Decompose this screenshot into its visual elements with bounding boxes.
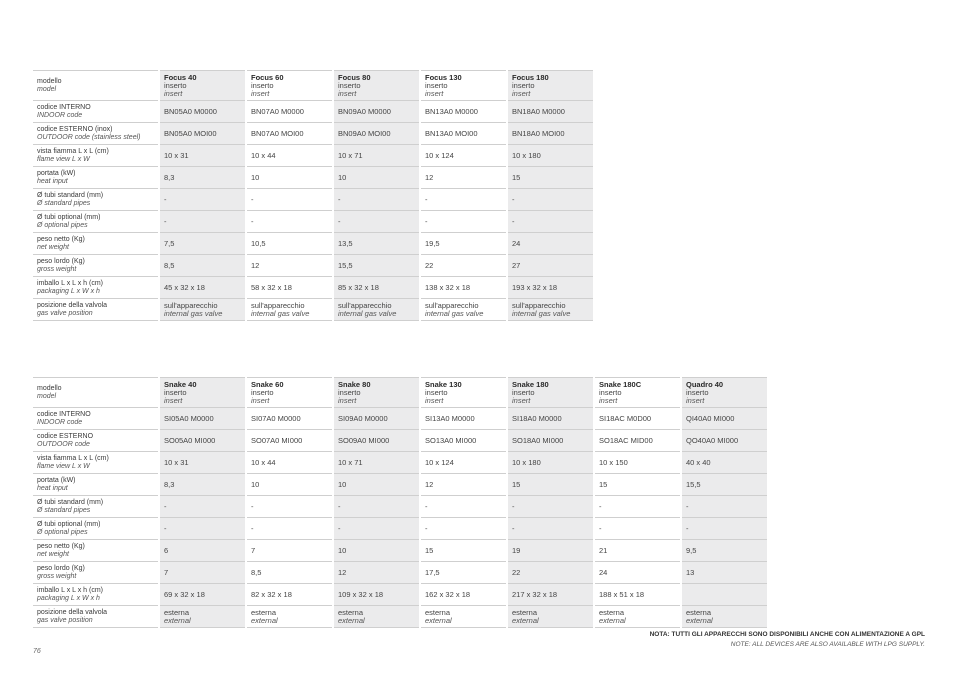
table-cell: 15,5 xyxy=(681,474,767,496)
table-row xyxy=(33,430,767,452)
table-row xyxy=(33,562,767,584)
table-cell: - xyxy=(420,496,507,518)
row-label xyxy=(33,408,159,430)
row-label-italian: portata (kW) xyxy=(37,476,76,484)
table-cell: - xyxy=(594,518,681,540)
table-cell: - xyxy=(333,518,420,540)
table-cell: - xyxy=(420,211,507,233)
valve-position-italian: sull'apparecchio xyxy=(338,300,392,310)
table-row xyxy=(33,189,593,211)
row-label-english: INDOOR code xyxy=(37,111,83,119)
table-cell: 10 x 124 xyxy=(420,452,507,474)
table-cell: - xyxy=(420,518,507,540)
model-type-italian: inserto xyxy=(164,80,187,90)
table-cell: 188 x 51 x 18 xyxy=(594,584,681,606)
table-cell: - xyxy=(333,189,420,211)
row-label-english: net weight xyxy=(37,243,69,251)
table-cell: BN13A0 MOI00 xyxy=(420,123,507,145)
table-cell: 9,5 xyxy=(681,540,767,562)
table-cell: - xyxy=(333,496,420,518)
model-header-cell xyxy=(159,378,246,408)
table-row xyxy=(33,145,593,167)
model-header-cell xyxy=(681,378,767,408)
row-label xyxy=(33,255,159,277)
table-cell: 12 xyxy=(420,167,507,189)
row-label-italian: imballo L x L x h (cm) xyxy=(37,279,103,287)
valve-position-italian: esterna xyxy=(251,607,277,617)
model-type-english: insert xyxy=(338,88,357,98)
table-cell: - xyxy=(159,211,246,233)
row-label-english: Ø standard pipes xyxy=(37,199,91,207)
model-name: Quadro 40 xyxy=(686,379,724,389)
row-label-italian: peso lordo (Kg) xyxy=(37,564,85,572)
table-cell: 69 x 32 x 18 xyxy=(159,584,246,606)
table-header-row xyxy=(33,378,767,408)
page-number: 76 xyxy=(33,648,41,655)
row-label-italian: Ø tubi optional (mm) xyxy=(37,213,101,221)
table-cell: 19 xyxy=(507,540,594,562)
table-cell: 7 xyxy=(246,540,333,562)
row-label xyxy=(33,452,159,474)
table-row xyxy=(33,540,767,562)
table-cell: 10,5 xyxy=(246,233,333,255)
row-label-english: gross weight xyxy=(37,572,77,580)
table-row xyxy=(33,101,593,123)
row-label-english: flame view L x W xyxy=(37,155,90,163)
table-cell: SO09A0 MI000 xyxy=(333,430,420,452)
valve-position-english: internal gas valve xyxy=(425,308,484,318)
table-cell: 15 xyxy=(594,474,681,496)
table-cell: - xyxy=(594,496,681,518)
model-header-cell xyxy=(246,378,333,408)
table-cell: 8,3 xyxy=(159,167,246,189)
table-cell xyxy=(333,606,420,628)
table-cell: SO18A0 MI000 xyxy=(507,430,594,452)
table-cell: - xyxy=(159,518,246,540)
table-cell: 10 x 124 xyxy=(420,145,507,167)
table-cell: SO18AC MID00 xyxy=(594,430,681,452)
table-cell: 8,3 xyxy=(159,474,246,496)
table-cell: BN09A0 MOI00 xyxy=(333,123,420,145)
model-type-italian: inserto xyxy=(338,80,361,90)
row-label-italian: Ø tubi standard (mm) xyxy=(37,191,104,199)
table-cell: SI18A0 M0000 xyxy=(507,408,594,430)
row-label-italian: codice INTERNO xyxy=(37,103,91,111)
model-header-cell xyxy=(246,71,333,101)
table-cell: 15 xyxy=(420,540,507,562)
table-cell xyxy=(246,606,333,628)
table-cell: 10 xyxy=(246,474,333,496)
table-cell: 85 x 32 x 18 xyxy=(333,277,420,299)
table-cell: 10 xyxy=(333,167,420,189)
model-header-cell xyxy=(507,71,593,101)
valve-position-english: external xyxy=(512,615,539,625)
model-type-english: insert xyxy=(164,88,183,98)
valve-position-english: external xyxy=(164,615,191,625)
row-label-italian: Ø tubi standard (mm) xyxy=(37,498,104,506)
row-label-english: net weight xyxy=(37,550,69,558)
lpg-note-italian: NOTA: TUTTI GLI APPARECCHI SONO DISPONIBILI ANCHE CON ALIMENTAZIONE A GPL xyxy=(649,631,925,638)
row-label xyxy=(33,233,159,255)
table-cell: SO07A0 MI000 xyxy=(246,430,333,452)
model-header-cell xyxy=(507,378,594,408)
table-cell: 138 x 32 x 18 xyxy=(420,277,507,299)
table-cell: 12 xyxy=(333,562,420,584)
table-cell: 7,5 xyxy=(159,233,246,255)
row-label-italian: codice ESTERNO (inox) xyxy=(37,125,113,133)
table-cell xyxy=(681,606,767,628)
table-cell: 10 x 71 xyxy=(333,145,420,167)
table-cell: 21 xyxy=(594,540,681,562)
valve-position-english: external xyxy=(686,615,713,625)
model-type-italian: inserto xyxy=(251,387,274,397)
table-cell: - xyxy=(681,518,767,540)
model-header-cell xyxy=(333,71,420,101)
row-label-italian: vista fiamma L x L (cm) xyxy=(37,454,109,462)
row-label-english: INDOOR code xyxy=(37,418,83,426)
table-row xyxy=(33,255,593,277)
table-cell: 162 x 32 x 18 xyxy=(420,584,507,606)
valve-position-english: internal gas valve xyxy=(164,308,223,318)
table-cell: SO13A0 MI000 xyxy=(420,430,507,452)
table-cell xyxy=(594,606,681,628)
table-cell: BN07A0 M0000 xyxy=(246,101,333,123)
model-type-english: insert xyxy=(251,395,270,405)
row-label-english: OUTDOOR code xyxy=(37,440,90,448)
table-cell: 8,5 xyxy=(159,255,246,277)
model-type-italian: inserto xyxy=(251,80,274,90)
table-cell: QI40A0 MI000 xyxy=(681,408,767,430)
model-name: Snake 180 xyxy=(512,379,549,389)
row-label xyxy=(33,145,159,167)
row-label xyxy=(33,496,159,518)
row-label-english: gas valve position xyxy=(37,309,93,317)
valve-position-english: external xyxy=(599,615,626,625)
row-label-english: packaging L x W x h xyxy=(37,594,100,602)
model-type-italian: inserto xyxy=(512,80,535,90)
model-name: Focus 60 xyxy=(251,72,284,82)
model-header-cell xyxy=(159,71,246,101)
table-cell: 10 x 150 xyxy=(594,452,681,474)
row-label-italian: peso lordo (Kg) xyxy=(37,257,85,265)
row-label-italian: imballo L x L x h (cm) xyxy=(37,586,103,594)
table-row xyxy=(33,496,767,518)
table-cell: 45 x 32 x 18 xyxy=(159,277,246,299)
model-header-cell xyxy=(420,71,507,101)
model-type-english: insert xyxy=(338,395,357,405)
row-label-english: model xyxy=(37,85,57,93)
table-cell: 10 x 180 xyxy=(507,452,594,474)
table-cell: 27 xyxy=(507,255,593,277)
table-cell: - xyxy=(333,211,420,233)
row-label xyxy=(33,606,159,628)
table-cell: - xyxy=(246,518,333,540)
row-label xyxy=(33,71,159,101)
row-label-english: heat input xyxy=(37,177,68,185)
table-cell: 217 x 32 x 18 xyxy=(507,584,594,606)
row-label-english: heat input xyxy=(37,484,68,492)
table-cell xyxy=(507,606,594,628)
table-cell xyxy=(159,299,246,321)
table-cell: - xyxy=(159,189,246,211)
row-label-english: Ø standard pipes xyxy=(37,506,91,514)
model-name: Focus 40 xyxy=(164,72,197,82)
row-label-italian: peso netto (Kg) xyxy=(37,542,85,550)
row-label xyxy=(33,562,159,584)
row-label-italian: posizione della valvola xyxy=(37,608,108,616)
table-cell: QO40A0 MI000 xyxy=(681,430,767,452)
table-cell: 7 xyxy=(159,562,246,584)
table-cell: 58 x 32 x 18 xyxy=(246,277,333,299)
table-cell: SI18AC M0D00 xyxy=(594,408,681,430)
row-label xyxy=(33,101,159,123)
row-label xyxy=(33,378,159,408)
row-label-italian: portata (kW) xyxy=(37,169,76,177)
valve-position-english: internal gas valve xyxy=(338,308,397,318)
row-label-italian: codice INTERNO xyxy=(37,410,91,418)
model-type-italian: inserto xyxy=(425,387,448,397)
table-cell: - xyxy=(420,189,507,211)
model-type-italian: inserto xyxy=(338,387,361,397)
table-row xyxy=(33,277,593,299)
table-cell: 12 xyxy=(420,474,507,496)
row-label-italian: peso netto (Kg) xyxy=(37,235,85,243)
valve-position-english: external xyxy=(425,615,452,625)
model-type-english: insert xyxy=(251,88,270,98)
table-row xyxy=(33,211,593,233)
row-label-english: gross weight xyxy=(37,265,77,273)
row-label xyxy=(33,211,159,233)
row-label-english: Ø optional pipes xyxy=(37,528,88,536)
table-cell: 15 xyxy=(507,474,594,496)
model-type-italian: inserto xyxy=(512,387,535,397)
table-cell xyxy=(159,606,246,628)
valve-position-italian: sull'apparecchio xyxy=(164,300,218,310)
model-header-cell xyxy=(333,378,420,408)
table-cell: 13,5 xyxy=(333,233,420,255)
table-cell: 6 xyxy=(159,540,246,562)
valve-position-italian: esterna xyxy=(686,607,712,617)
row-label-italian: posizione della valvola xyxy=(37,301,108,309)
valve-position-italian: esterna xyxy=(425,607,451,617)
table-cell: SO05A0 MI000 xyxy=(159,430,246,452)
row-label xyxy=(33,277,159,299)
table-cell: 12 xyxy=(246,255,333,277)
model-type-english: insert xyxy=(425,88,444,98)
model-name: Snake 80 xyxy=(338,379,371,389)
model-name: Focus 180 xyxy=(512,72,549,82)
model-type-english: insert xyxy=(599,395,618,405)
table-cell: 24 xyxy=(507,233,593,255)
table-cell: 10 x 180 xyxy=(507,145,593,167)
valve-position-italian: esterna xyxy=(338,607,364,617)
model-type-italian: inserto xyxy=(425,80,448,90)
table-row xyxy=(33,123,593,145)
valve-position-english: internal gas valve xyxy=(512,308,571,318)
table-cell: 10 xyxy=(333,474,420,496)
table-cell xyxy=(507,299,593,321)
valve-position-italian: esterna xyxy=(164,607,190,617)
row-label xyxy=(33,518,159,540)
table-cell xyxy=(333,299,420,321)
row-label xyxy=(33,123,159,145)
model-name: Snake 60 xyxy=(251,379,284,389)
model-header-cell xyxy=(420,378,507,408)
row-label xyxy=(33,584,159,606)
row-label xyxy=(33,189,159,211)
row-label-italian: vista fiamma L x L (cm) xyxy=(37,147,109,155)
row-label-english: Ø optional pipes xyxy=(37,221,88,229)
table-cell: - xyxy=(246,211,333,233)
row-label-english: OUTDOOR code (stainless steel) xyxy=(37,133,141,141)
model-type-english: insert xyxy=(164,395,183,405)
model-name: Snake 130 xyxy=(425,379,462,389)
lpg-note-english: NOTE: ALL DEVICES ARE ALSO AVAILABLE WITH LPG SUPPLY. xyxy=(730,641,925,648)
snake-spec-table xyxy=(33,377,767,628)
table-cell: BN18A0 MOI00 xyxy=(507,123,593,145)
model-header-cell xyxy=(594,378,681,408)
table-row xyxy=(33,584,767,606)
row-label xyxy=(33,299,159,321)
table-cell: SI07A0 M0000 xyxy=(246,408,333,430)
valve-position-italian: sull'apparecchio xyxy=(425,300,479,310)
model-name: Focus 130 xyxy=(425,72,462,82)
table-cell: 10 x 44 xyxy=(246,452,333,474)
table-cell: BN05A0 M0000 xyxy=(159,101,246,123)
valve-position-italian: sull'apparecchio xyxy=(512,300,566,310)
table-cell: BN07A0 MOI00 xyxy=(246,123,333,145)
table-row xyxy=(33,474,767,496)
table-cell: 10 x 71 xyxy=(333,452,420,474)
valve-position-italian: esterna xyxy=(599,607,625,617)
table-cell: - xyxy=(507,211,593,233)
row-label xyxy=(33,167,159,189)
table-cell: 10 x 44 xyxy=(246,145,333,167)
row-label-italian: codice ESTERNO xyxy=(37,432,94,440)
table-row xyxy=(33,299,593,321)
row-label-italian: modello xyxy=(37,77,62,85)
valve-position-english: external xyxy=(338,615,365,625)
model-type-english: insert xyxy=(512,395,531,405)
valve-position-italian: esterna xyxy=(512,607,538,617)
table-cell: 40 x 40 xyxy=(681,452,767,474)
table-row xyxy=(33,233,593,255)
model-type-italian: inserto xyxy=(164,387,187,397)
valve-position-italian: sull'apparecchio xyxy=(251,300,305,310)
table-cell: 82 x 32 x 18 xyxy=(246,584,333,606)
table-cell: 15,5 xyxy=(333,255,420,277)
table-cell: - xyxy=(159,496,246,518)
table-cell: - xyxy=(507,518,594,540)
table-cell: 13 xyxy=(681,562,767,584)
table-cell: 10 xyxy=(333,540,420,562)
table-cell: 10 x 31 xyxy=(159,145,246,167)
table-cell: 24 xyxy=(594,562,681,584)
table-cell: 10 x 31 xyxy=(159,452,246,474)
row-label-english: packaging L x W x h xyxy=(37,287,100,295)
table-cell: 8,5 xyxy=(246,562,333,584)
table-cell: - xyxy=(246,496,333,518)
table-row xyxy=(33,452,767,474)
table-cell: SI13A0 M0000 xyxy=(420,408,507,430)
table-cell xyxy=(420,606,507,628)
valve-position-english: internal gas valve xyxy=(251,308,310,318)
model-type-italian: inserto xyxy=(599,387,622,397)
table-cell xyxy=(246,299,333,321)
table-row xyxy=(33,518,767,540)
row-label-english: flame view L x W xyxy=(37,462,90,470)
row-label-italian: Ø tubi optional (mm) xyxy=(37,520,101,528)
row-label-english: model xyxy=(37,392,57,400)
table-cell: 17,5 xyxy=(420,562,507,584)
model-name: Snake 180C xyxy=(599,379,642,389)
valve-position-english: external xyxy=(251,615,278,625)
table-cell: 15 xyxy=(507,167,593,189)
table-cell: BN09A0 M0000 xyxy=(333,101,420,123)
table-cell xyxy=(420,299,507,321)
row-label xyxy=(33,474,159,496)
table-cell: BN18A0 M0000 xyxy=(507,101,593,123)
table-cell: 22 xyxy=(420,255,507,277)
model-name: Snake 40 xyxy=(164,379,197,389)
model-type-english: insert xyxy=(512,88,531,98)
model-name: Focus 80 xyxy=(338,72,371,82)
table-cell: 19,5 xyxy=(420,233,507,255)
model-type-italian: inserto xyxy=(686,387,709,397)
model-type-english: insert xyxy=(686,395,705,405)
focus-spec-table xyxy=(33,70,593,321)
row-label xyxy=(33,430,159,452)
table-cell: SI05A0 M0000 xyxy=(159,408,246,430)
table-cell: BN13A0 M0000 xyxy=(420,101,507,123)
table-row xyxy=(33,606,767,628)
table-cell: 22 xyxy=(507,562,594,584)
table-cell: 109 x 32 x 18 xyxy=(333,584,420,606)
table-cell: - xyxy=(246,189,333,211)
table-cell: - xyxy=(507,189,593,211)
table-cell: - xyxy=(681,496,767,518)
table-row xyxy=(33,167,593,189)
table-cell: 193 x 32 x 18 xyxy=(507,277,593,299)
table-row xyxy=(33,408,767,430)
table-cell: - xyxy=(507,496,594,518)
table-header-row xyxy=(33,71,593,101)
table-cell xyxy=(681,584,767,606)
table-cell: BN05A0 MOI00 xyxy=(159,123,246,145)
row-label-italian: modello xyxy=(37,384,62,392)
model-type-english: insert xyxy=(425,395,444,405)
row-label-english: gas valve position xyxy=(37,616,93,624)
table-cell: 10 xyxy=(246,167,333,189)
table-cell: SI09A0 M0000 xyxy=(333,408,420,430)
row-label xyxy=(33,540,159,562)
